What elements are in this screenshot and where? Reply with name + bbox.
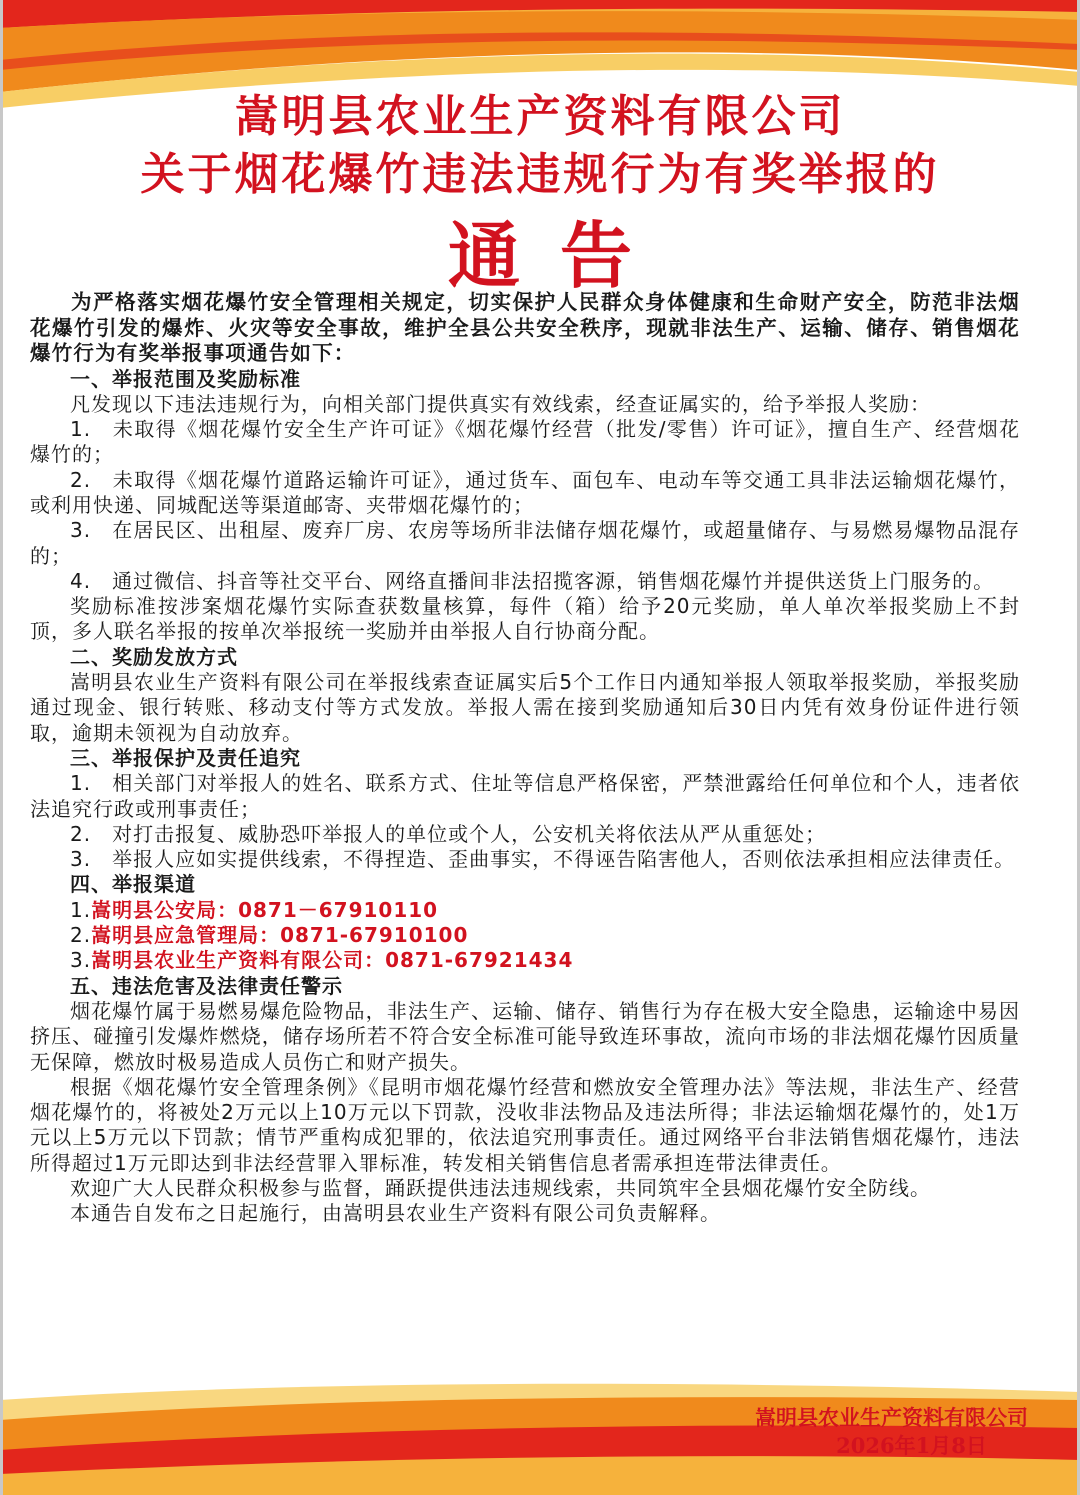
signature-block xyxy=(755,1404,1028,1460)
signature-date: 2026年1月8日 xyxy=(836,1433,987,1458)
list-item: 1. 未取得《烟花爆竹安全生产许可证》《烟花爆竹经营（批发/零售）许可证》，擅自生产、经营烟花爆竹的； xyxy=(30,417,1020,467)
intro-paragraph: 为严格落实烟花爆竹安全管理相关规定，切实保护人民群众身体健康和生命财产安全，防范非法烟花爆竹引发的爆炸、火灾等安全事故，维护全县公共安全秩序，现就非法生产、运输、储存、销售烟花爆竹行为有奖举报事项通告如下： xyxy=(30,290,1020,365)
list-item: 1. 相关部门对举报人的姓名、联系方式、住址等信息严格保密，严禁泄露给任何单位和个人，违者依法追究行政或刑事责任； xyxy=(30,771,1020,821)
section4-heading: 四、举报渠道 xyxy=(70,872,196,897)
channel-phone: 0871-67910100 xyxy=(280,923,469,948)
left-border xyxy=(0,0,3,1495)
channel-company xyxy=(30,948,1020,973)
channel-name: 嵩明县公安局： xyxy=(91,897,239,922)
channel-phone: 0871－67910110 xyxy=(238,897,439,922)
title-notice: 通告 xyxy=(447,214,672,298)
section5-paragraph: 根据《烟花爆竹安全管理条例》《昆明市烟花爆竹经营和燃放安全管理办法》等法规，非法生产、经营烟花爆竹的，将被处2万元以上10万元以下罚款，没收非法物品及违法所得；非法运输烟花爆竹的，处1万元以上5万元以下罚款；情节严重构成犯罪的，依法追究刑事责任。通过网络平台非法销售烟花爆竹，违法所得超过1万元即达到非法经营罪入罪标准，转发相关销售信息者需承担连带法律责任。 xyxy=(30,1074,1020,1175)
title-subject: 关于烟花爆竹违法违规行为有奖举报的 xyxy=(140,149,940,200)
channel-emergency xyxy=(30,923,1020,948)
channel-number: 3. xyxy=(70,948,92,973)
channel-police xyxy=(30,898,1020,923)
notice-body xyxy=(30,290,1020,1227)
section5-paragraph: 欢迎广大人民群众积极参与监督，踊跃提供违法违规线索，共同筑牢全县烟花爆竹安全防线。 xyxy=(70,1176,931,1200)
channel-name: 嵩明县农业生产资料有限公司： xyxy=(91,948,386,973)
section2-heading: 二、奖励发放方式 xyxy=(70,644,238,669)
channel-number: 2. xyxy=(70,923,92,948)
reward-standard: 奖励标准按涉案烟花爆竹实际查获数量核算，每件（箱）给予20元奖励，单人单次举报奖励上不封顶，多人联名举报的按单次举报统一奖励并由举报人自行协商分配。 xyxy=(30,594,1020,644)
list-item: 2. 未取得《烟花爆竹道路运输许可证》，通过货车、面包车、电动车等交通工具非法运输烟花爆竹，或利用快递、同城配送等渠道邮寄、夹带烟花爆竹的； xyxy=(30,467,1020,517)
section1-lead: 凡发现以下违法违规行为，向相关部门提供真实有效线索，经查证属实的，给予举报人奖励： xyxy=(70,391,931,416)
section3-heading: 三、举报保护及责任追究 xyxy=(70,745,301,770)
section5-paragraph: 本通告自发布之日起施行，由嵩明县农业生产资料有限公司负责解释。 xyxy=(70,1201,721,1226)
section2-text: 嵩明县农业生产资料有限公司在举报线索查证属实后5个工作日内通知举报人领取举报奖励，举报奖励通过现金、银行转账、移动支付等方式发放。举报人需在接到奖励通知后30日内凭有效身份证件进行领取，逾期未领视为自动放弃。 xyxy=(30,670,1020,745)
section5-paragraph: 烟花爆竹属于易燃易爆危险物品，非法生产、运输、储存、销售行为存在极大安全隐患，运输途中易因挤压、碰撞引发爆炸燃烧，储存场所若不符合安全标准可能导致连环事故，流向市场的非法烟花爆竹因质量无保障，燃放时极易造成人员伤亡和财产损失。 xyxy=(30,998,1020,1074)
title-company: 嵩明县农业生产资料有限公司 xyxy=(234,91,846,142)
section1-heading: 一、举报范围及奖励标准 xyxy=(70,366,301,391)
channel-phone: 0871-67921434 xyxy=(385,948,574,973)
notice-header xyxy=(0,88,1080,304)
list-item: 4. 通过微信、抖音等社交平台、网络直播间非法招揽客源，销售烟花爆竹并提供送货上门服务的。 xyxy=(70,568,995,593)
list-item: 3. 举报人应如实提供线索，不得捏造、歪曲事实，不得诬告陷害他人，否则依法承担相应法律责任。 xyxy=(70,847,1016,872)
section5-heading: 五、违法危害及法律责任警示 xyxy=(70,973,343,998)
list-item: 2. 对打击报复、威胁恐吓举报人的单位或个人，公安机关将依法从严从重惩处； xyxy=(70,821,827,846)
signature-company: 嵩明县农业生产资料有限公司 xyxy=(755,1405,1028,1430)
list-item: 3. 在居民区、出租屋、废弃厂房、农房等场所非法储存烟花爆竹，或超量储存、与易燃易爆物品混存的； xyxy=(30,518,1020,568)
channel-name: 嵩明县应急管理局： xyxy=(91,923,281,948)
channel-number: 1. xyxy=(70,897,92,922)
